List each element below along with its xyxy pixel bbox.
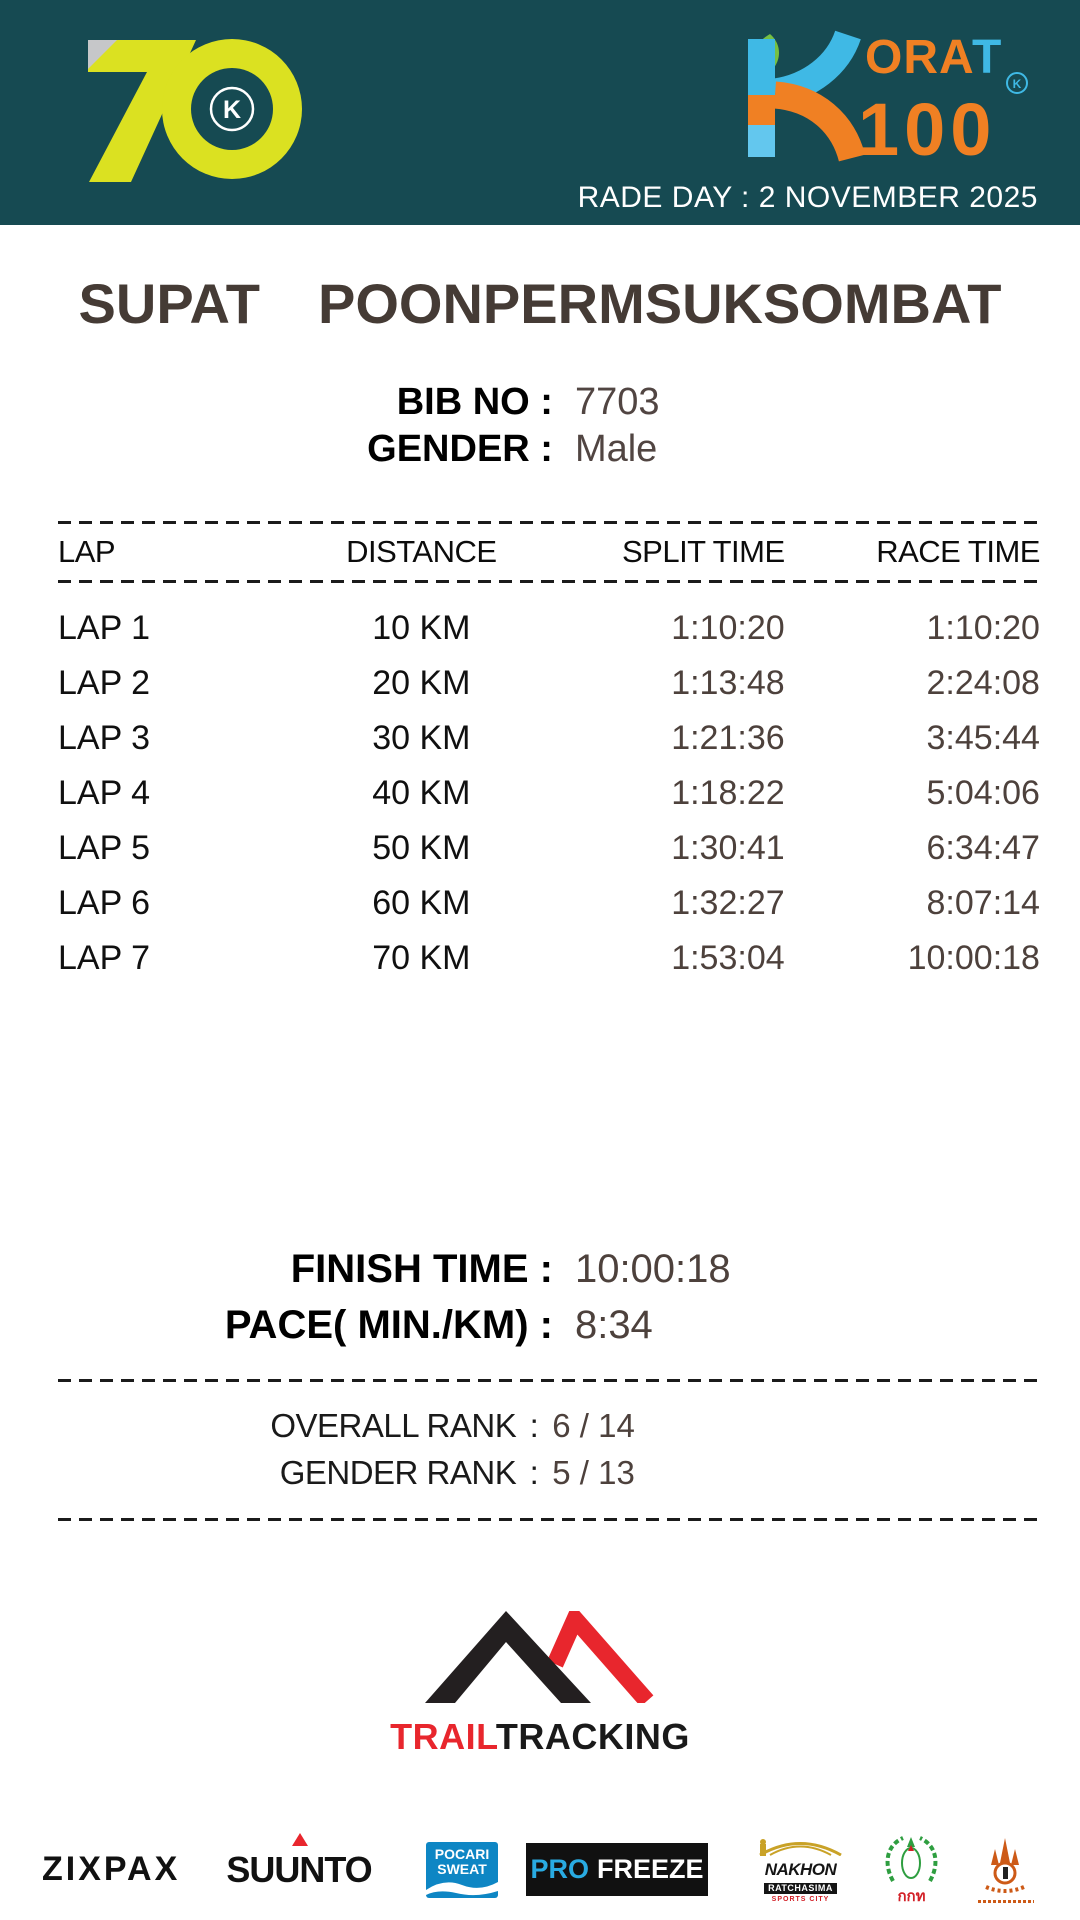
- freeze-word: FREEZE: [597, 1854, 704, 1884]
- table-row: [58, 876, 1040, 931]
- sponsor-row: [42, 1835, 1037, 1904]
- split-time-cell: 1:32:27: [671, 884, 785, 922]
- suunto-triangle-icon: [292, 1833, 308, 1846]
- brand-t: T: [972, 31, 1002, 84]
- split-time-cell: 1:13:48: [671, 664, 785, 702]
- university-emblem: [974, 1837, 1037, 1903]
- registered-k-letter: K: [1012, 77, 1022, 91]
- gender-rank-value: 5 / 13: [552, 1454, 635, 1491]
- race-time-cell: 6:34:47: [926, 829, 1040, 867]
- colon: :: [529, 1407, 539, 1444]
- lap-cell: LAP 6: [58, 884, 151, 922]
- lap-table-header: [58, 524, 1040, 580]
- distance-cell: 20 KM: [372, 664, 471, 702]
- tracking-word: TRACKING: [495, 1716, 690, 1757]
- k-badge-letter: K: [222, 96, 242, 124]
- lap-cell: LAP 1: [58, 609, 151, 647]
- trailtracking-wordmark: [0, 1716, 1080, 1758]
- race-time-cell: 10:00:18: [907, 939, 1040, 977]
- race-time-cell: 8:07:14: [926, 884, 1040, 922]
- gender-rank-row: [0, 1449, 1080, 1496]
- split-time-cell: 1:10:20: [671, 609, 785, 647]
- col-header-split: SPLIT TIME: [621, 534, 785, 569]
- split-time-cell: 1:18:22: [671, 774, 785, 812]
- rank-block: [0, 1402, 1080, 1496]
- lap-cell: LAP 7: [58, 939, 151, 977]
- table-row: [58, 766, 1040, 821]
- ratchasima-word: RATCHASIMA: [764, 1883, 837, 1894]
- suunto-logo: [223, 1849, 375, 1891]
- table-row: [58, 656, 1040, 711]
- distance-cell: 60 KM: [372, 884, 471, 922]
- lap-cell: LAP 2: [58, 664, 151, 702]
- brand-100: 100: [858, 88, 997, 165]
- header-banner: [0, 0, 1080, 225]
- bib-row: [0, 379, 1080, 426]
- split-time-cell: 1:30:41: [671, 829, 785, 867]
- split-time-cell: 1:21:36: [671, 719, 785, 757]
- pro-word: PRO: [530, 1854, 589, 1884]
- overall-rank-value: 6 / 14: [552, 1407, 635, 1444]
- distance-cell: 10 KM: [372, 609, 471, 647]
- lap-cell: LAP 4: [58, 774, 151, 812]
- overall-rank-label: OVERALL RANK: [270, 1407, 517, 1444]
- table-row: [58, 601, 1040, 656]
- sports-authority-emblem: [881, 1835, 942, 1904]
- runner-name: [40, 272, 1040, 335]
- gender-value: Male: [574, 428, 658, 470]
- colon: :: [529, 1454, 539, 1491]
- gender-row: [0, 426, 1080, 473]
- sut-caption-line: [978, 1900, 1034, 1903]
- korat-100-logo: [740, 30, 1035, 165]
- bib-label: BIB NO :: [396, 381, 553, 423]
- pace-label: PACE( MIN./KM) :: [224, 1303, 553, 1347]
- sat-thai-text: กกท: [897, 1888, 926, 1905]
- gender-label: GENDER :: [367, 428, 553, 470]
- divider-dashed: [58, 1379, 1040, 1382]
- sut-emblem-icon: [974, 1837, 1037, 1893]
- pace-row: [0, 1297, 1080, 1353]
- col-header-race: RACE TIME: [876, 534, 1040, 569]
- race-time-cell: 5:04:06: [926, 774, 1040, 812]
- distance-cell: 30 KM: [372, 719, 471, 757]
- pocari-line2: SWEAT: [437, 1860, 487, 1877]
- table-row: [58, 711, 1040, 766]
- lap-table-body: [0, 583, 1080, 986]
- sports-city-word: SPORTS CITY: [771, 1895, 830, 1903]
- bib-gender-block: [0, 379, 1080, 473]
- distance-cell: 40 KM: [372, 774, 471, 812]
- bib-value: 7703: [574, 381, 660, 423]
- overall-rank-row: [0, 1402, 1080, 1449]
- table-row: [58, 821, 1040, 876]
- gender-rank-label: GENDER RANK: [279, 1454, 517, 1491]
- finish-time-row: [0, 1241, 1080, 1297]
- runner-last-name: POONPERMSUKSOMBAT: [318, 272, 1002, 335]
- race-time-cell: 2:24:08: [926, 664, 1040, 702]
- gold-arch-icon: [754, 1836, 847, 1856]
- split-time-cell: 1:53:04: [671, 939, 785, 977]
- distance-cell: 70 KM: [372, 939, 471, 977]
- distance-70k-logo: [85, 38, 315, 188]
- col-header-lap: LAP: [58, 534, 116, 569]
- runner-first-name: SUPAT: [78, 272, 261, 335]
- mountain-icon: [425, 1611, 655, 1703]
- race-time-cell: 1:10:20: [926, 609, 1040, 647]
- laurel-wreath-icon: [881, 1835, 942, 1885]
- trail-word: TRAIL: [390, 1716, 496, 1757]
- nakhon-ratchasima-logo: [754, 1836, 847, 1903]
- pro-freeze-logo: [526, 1843, 708, 1896]
- zixpax-logo: ZIXPAX: [42, 1850, 181, 1888]
- lap-cell: LAP 5: [58, 829, 151, 867]
- pocari-wave-icon: [426, 1876, 498, 1898]
- pocari-line1: POCARI: [434, 1845, 490, 1862]
- finish-summary-block: [0, 1241, 1080, 1353]
- finish-time-value: 10:00:18: [574, 1247, 731, 1291]
- suunto-wordmark: SUUNTO: [226, 1848, 372, 1890]
- race-time-cell: 3:45:44: [926, 719, 1040, 757]
- pace-value: 8:34: [574, 1303, 653, 1347]
- pocari-sweat-logo: [426, 1842, 498, 1898]
- brand-orat: ORA: [865, 31, 975, 84]
- finish-time-label: FINISH TIME :: [290, 1247, 553, 1291]
- divider-dashed: [58, 1518, 1040, 1521]
- trailtracking-logo: [0, 1611, 1080, 1758]
- distance-cell: 50 KM: [372, 829, 471, 867]
- nakhon-word: NAKHON: [764, 1859, 837, 1879]
- lap-cell: LAP 3: [58, 719, 151, 757]
- race-day-text: RADE DAY : 2 NOVEMBER 2025: [577, 181, 1038, 214]
- col-header-distance: DISTANCE: [346, 534, 497, 569]
- table-row: [58, 931, 1040, 986]
